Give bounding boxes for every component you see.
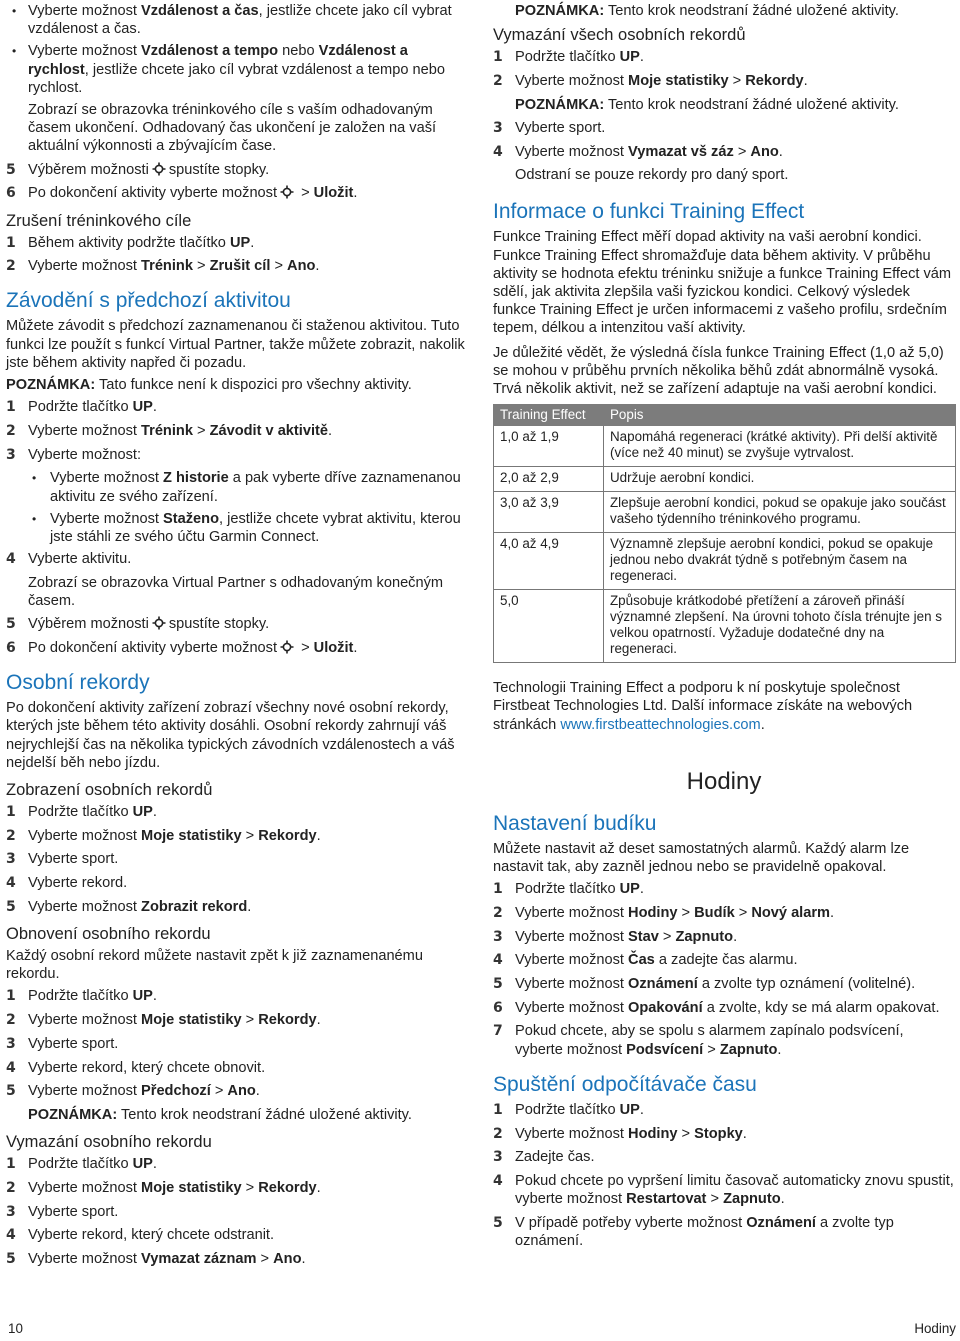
table-cell: Napomáhá regeneraci (krátké aktivity). Při delší aktivitě (více než 40 minut) se zvyšuje vytrvalost. xyxy=(604,426,956,467)
step: 1 Podržte tlačítko UP. xyxy=(6,399,157,416)
list-item: • Vyberte možnost Vzdálenost a tempo nebo Vzdálenost a rychlost, jestliže chcete jako cíl vybrat vzdálenost a tempo nebo rychlost. xyxy=(6,42,468,97)
step: 5 Výběrem možnosti spustíte stopky. xyxy=(6,161,270,178)
step: 4 Pokud chcete po vypršení limitu časovač automaticky znovu spustit, vyberte možnost Restartovat > Zapnuto. xyxy=(493,1173,954,1208)
page-number: 10 xyxy=(8,1321,23,1336)
step: 5 Výběrem možnosti spustíte stopky. xyxy=(6,616,270,633)
section-heading: Zrušení tréninkového cíle xyxy=(6,211,192,230)
step: 1 Podržte tlačítko UP. xyxy=(6,988,157,1005)
section-heading: Obnovení osobního rekordu xyxy=(6,925,211,944)
step: 4 Vyberte rekord. xyxy=(6,875,128,892)
table-row xyxy=(494,533,956,590)
step: 3 Zadejte čas. xyxy=(493,1149,595,1166)
paragraph: Odstraní se pouze rekordy pro daný sport. xyxy=(515,167,789,184)
step: 2 Vyberte možnost Moje statistiky > Rekordy. xyxy=(6,827,321,844)
step: 2 Vyberte možnost Hodiny > Stopky. xyxy=(493,1125,747,1142)
paragraph: Funkce Training Effect měří dopad aktivity na vaši aerobní kondici. Funkce Training Effect shromažďuje data během aktivity. V průběhu aktivity se hodnota efektu tréninku snižuje a funkce Training Effect vám sdělí, jak aktivita zlepšila vaši fyzickou kondici. Celkový výsledek funkce Training Effect je určen informacemi z vašeho profilu, srdečním tepem, délkou a intenzitou vaší aktivity. xyxy=(493,229,952,337)
table-header-row xyxy=(494,405,956,426)
step: 5 Vyberte možnost Předchozí > Ano. xyxy=(6,1083,260,1100)
step: 4 Vyberte možnost Vymazat vš záz > Ano. xyxy=(493,143,783,160)
table-cell: Způsobuje krátkodobé přetížení a zároveň přináší významné zlepšení. Na úrovni tohoto čísla trénujte jen s velkou opatrností. Vyžaduje dodatečné dny na regeneraci. xyxy=(604,590,956,663)
step: 1 Podržte tlačítko UP. xyxy=(493,49,644,66)
step: 2 Vyberte možnost Moje statistiky > Rekordy. xyxy=(493,72,808,89)
step: 4 Vyberte aktivitu. xyxy=(6,551,132,568)
start-icon xyxy=(280,640,294,654)
table-row xyxy=(494,492,956,533)
step: 2 Vyberte možnost Trénink > Závodit v aktivitě. xyxy=(6,422,333,439)
step: 3 Vyberte sport. xyxy=(6,851,119,868)
section-heading: Vymazání osobního rekordu xyxy=(6,1133,212,1152)
table-cell: Významně zlepšuje aerobní kondici, pokud se opakuje jednou nebo dvakrát týdně s potřebným časem na regeneraci. xyxy=(604,533,956,590)
table-cell: Zlepšuje aerobní kondici, pokud se opakuje jako součást vašeho týdenního tréninkového programu. xyxy=(604,492,956,533)
paragraph: Můžete nastavit až deset samostatných alarmů. Každý alarm lze nastavit tak, aby zazněl jednou nebo se pravidelně opakoval. xyxy=(493,840,910,876)
step: 4 Vyberte rekord, který chcete odstranit. xyxy=(6,1227,275,1244)
table-cell: Udržuje aerobní kondici. xyxy=(604,467,956,492)
training-effect-table xyxy=(493,404,956,663)
step: 1 Podržte tlačítko UP. xyxy=(493,881,644,898)
step: 1 Podržte tlačítko UP. xyxy=(6,804,157,820)
paragraph: Technologii Training Effect a podporu k ní poskytuje společnost Firstbeat Technologies Ltd. Další informace získáte na webových stránkách www.firstbeattechnologies.com. xyxy=(493,680,913,733)
section-title: Nastavení budíku xyxy=(493,811,657,835)
firstbeat-link[interactable]: www.firstbeattechnologies.com xyxy=(560,716,761,733)
right-column xyxy=(493,2,955,1256)
section-title: Informace o funkci Training Effect xyxy=(493,200,805,224)
step: 1 Podržte tlačítko UP. xyxy=(6,1156,157,1173)
note: POZNÁMKA: Tato funkce není k dispozici pro všechny aktivity. xyxy=(6,377,412,394)
section-title: Závodění s předchozí aktivitou xyxy=(6,289,291,313)
step: 3 Vyberte možnost Stav > Zapnuto. xyxy=(493,928,738,945)
paragraph: Můžete závodit s předchozí zaznamenanou či staženou aktivitou. Tuto funkci lze použít s funkcí Virtual Partner, takže můžete zobrazit, nakolik jste během aktivity napřed či pozadu. xyxy=(6,318,465,371)
step: 2 Vyberte možnost Moje statistiky > Rekordy. xyxy=(6,1179,321,1196)
step: 4 Vyberte rekord, který chcete obnovit. xyxy=(6,1059,266,1076)
section-heading: Vymazání všech osobních rekordů xyxy=(493,26,746,45)
step: 6 Po dokončení aktivity vyberte možnost > Uložit. xyxy=(6,639,358,656)
step: 7 Pokud chcete, aby se spolu s alarmem zapínalo podsvícení, vyberte možnost Podsvícení > Zapnuto. xyxy=(493,1023,904,1058)
note: POZNÁMKA: Tento krok neodstraní žádné uložené aktivity. xyxy=(515,96,899,113)
step: 5 Vyberte možnost Zobrazit rekord. xyxy=(6,898,252,915)
table-cell: 3,0 až 3,9 xyxy=(494,492,604,533)
step: 3 Vyberte sport. xyxy=(6,1203,119,1220)
step: 4 Vyberte možnost Čas a zadejte čas alarmu. xyxy=(493,952,798,969)
left-column xyxy=(6,2,468,1274)
section-title: Osobní rekordy xyxy=(6,671,150,695)
start-icon xyxy=(152,162,166,176)
step: 3 Vyberte možnost: xyxy=(6,446,142,463)
table-cell: 2,0 až 2,9 xyxy=(494,467,604,492)
table-cell: 5,0 xyxy=(494,590,604,663)
step: 5 Vyberte možnost Vymazat záznam > Ano. xyxy=(6,1250,306,1267)
step: 5 Vyberte možnost Oznámení a zvolte typ oznámení (volitelné). xyxy=(493,976,916,993)
table-row xyxy=(494,590,956,663)
table-row xyxy=(494,467,956,492)
note: POZNÁMKA: Tento krok neodstraní žádné uložené aktivity. xyxy=(515,3,899,19)
start-icon xyxy=(152,616,166,630)
table-cell: 1,0 až 1,9 xyxy=(494,426,604,467)
step: 2 Vyberte možnost Moje statistiky > Rekordy. xyxy=(6,1012,321,1029)
start-icon xyxy=(280,185,294,199)
column-header: Popis xyxy=(604,405,956,426)
list-item: • Vyberte možnost Staženo, jestliže chcete vybrat aktivitu, kterou jste stáhli ze svého účtu Garmin Connect. xyxy=(6,510,468,546)
paragraph: Je důležité vědět, že výsledná čísla funkce Training Effect (1,0 až 5,0) se mohou v průběhu prvních několika běhů zdát abnormálně vysoká. Trvá několik aktivit, než se zařízení adaptuje na vaši aerobní kondici. xyxy=(493,344,944,398)
table-cell: 4,0 až 4,9 xyxy=(494,533,604,590)
step: 6 Vyberte možnost Opakování a zvolte, kdy se má alarm opakovat. xyxy=(493,999,940,1016)
paragraph: Zobrazí se obrazovka tréninkového cíle s vaším odhadovaným časem ukončení. Odhadovaný čas ukončení je založen na vaší aktuální výkonnosti a zbývajícím čase. xyxy=(28,102,437,155)
column-header: Training Effect xyxy=(494,405,604,426)
step: 1 Během aktivity podržte tlačítko UP. xyxy=(6,234,255,251)
step: 6 Po dokončení aktivity vyberte možnost > Uložit. xyxy=(6,185,358,202)
paragraph: Zobrazí se obrazovka Virtual Partner s odhadovaným konečným časem. xyxy=(28,574,444,610)
step: 5 V případě potřeby vyberte možnost Oznámení a zvolte typ oznámení. xyxy=(493,1214,894,1250)
paragraph: Každý osobní rekord můžete nastavit zpět k již zaznamenanému rekordu. xyxy=(6,948,423,983)
paragraph: Po dokončení aktivity zařízení zobrazí všechny nové osobní rekordy, kterých jste během této aktivity dosáhli. Osobní rekordy zahrnují váš nejrychlejší čas na několika typických závodních vzdálenostech a váš nejdelší běh nebo jízdu. xyxy=(6,700,455,771)
step: 1 Podržte tlačítko UP. xyxy=(493,1101,644,1118)
step: 2 Vyberte možnost Trénink > Zrušit cíl > Ano. xyxy=(6,258,320,275)
list-item: • Vyberte možnost Z historie a pak vyberte dříve zaznamenanou aktivitu ze svého zařízení. xyxy=(6,469,468,505)
step: 3 Vyberte sport. xyxy=(493,119,606,136)
chapter-title: Hodiny xyxy=(686,767,762,795)
step: 3 Vyberte sport. xyxy=(6,1035,119,1052)
section-heading: Zobrazení osobních rekordů xyxy=(6,781,213,799)
footer-section: Hodiny xyxy=(914,1321,956,1336)
list-item: • Vyberte možnost Vzdálenost a čas, jestliže chcete jako cíl vybrat vzdálenost a čas. xyxy=(6,2,468,38)
step: 2 Vyberte možnost Hodiny > Budík > Nový alarm. xyxy=(493,904,835,921)
table-row xyxy=(494,426,956,467)
section-title: Spuštění odpočítávače času xyxy=(493,1072,757,1096)
note: POZNÁMKA: Tento krok neodstraní žádné uložené aktivity. xyxy=(28,1106,412,1123)
